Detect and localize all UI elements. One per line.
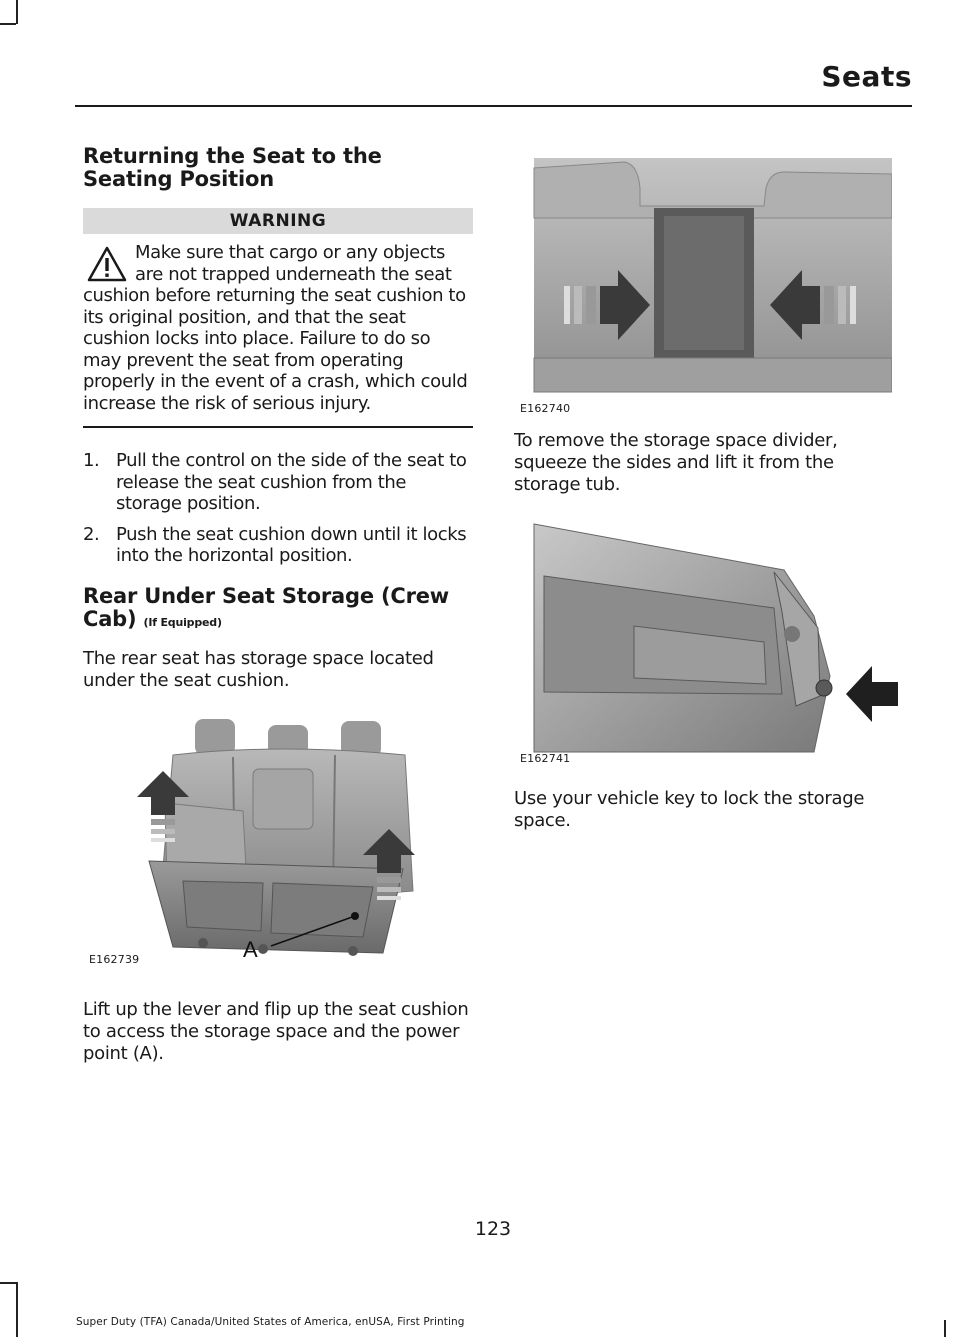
paragraph-remove-divider: To remove the storage space divider, squeeze the sides and lift it from the storage tub. — [514, 430, 838, 495]
heading-text: Rear Under Seat Storage (Crew Cab) — [83, 583, 449, 631]
step-number: 1. — [83, 450, 100, 471]
page-title: Seats — [821, 60, 912, 93]
crop-mark — [0, 23, 16, 25]
section-heading-returning-seat: Returning the Seat to the Seating Position — [83, 144, 382, 191]
warning-triangle-icon — [87, 246, 127, 282]
list-item — [83, 524, 473, 567]
step-number: 2. — [83, 523, 100, 545]
edition-footer: Super Duty (TFA) Canada/United States of America, enUSA, First Printing — [76, 1316, 465, 1328]
paragraph-lock-storage: Use your vehicle key to lock the storage space. — [514, 788, 865, 831]
heading-qualifier: (If Equipped) — [143, 615, 222, 629]
page-number: 123 — [474, 1218, 512, 1240]
list-item — [83, 450, 473, 515]
storage-tub-illustration — [514, 516, 898, 778]
figure-storage-tub — [514, 516, 898, 778]
header-rule — [75, 105, 912, 107]
left-column — [83, 145, 473, 1065]
warning-label: WARNING — [83, 208, 473, 234]
paragraph-lift-lever: Lift up the lever and flip up the seat cushion to access the storage space and the power point (A). — [83, 998, 469, 1064]
figure-code: E162739 — [89, 952, 140, 966]
right-column — [514, 158, 892, 832]
step-text: Pull the control on the side of the seat to release the seat cushion from the storage position. — [116, 450, 467, 514]
figure-code: E162740 — [520, 402, 571, 415]
arrow-left-icon — [846, 666, 898, 722]
warning-text: Make sure that cargo or any objects are not trapped underneath the seat cushion before returning the seat cushion to its original position, and that the seat cushion locks into place. Failure to do so may prevent the seat from operating properly in the event of a crash, which could increase the risk of serious injury. — [83, 242, 468, 414]
rear-seat-illustration — [83, 711, 473, 977]
figure-code: E162741 — [520, 752, 571, 765]
paragraph-storage-location: The rear seat has storage space located under the seat cushion. — [83, 647, 434, 691]
steps-list — [83, 450, 473, 567]
crop-mark — [944, 1320, 946, 1337]
figure-storage-divider — [514, 158, 892, 420]
crop-mark — [16, 0, 18, 24]
crop-mark — [16, 1282, 18, 1337]
callout-label-a: A — [243, 936, 258, 962]
section-heading-rear-storage — [83, 585, 473, 634]
figure-rear-seat — [83, 711, 473, 977]
crop-mark — [0, 1282, 16, 1284]
storage-divider-illustration — [514, 158, 892, 420]
warning-box — [83, 242, 473, 428]
step-text: Push the seat cushion down until it locks into the horizontal position. — [116, 523, 467, 566]
